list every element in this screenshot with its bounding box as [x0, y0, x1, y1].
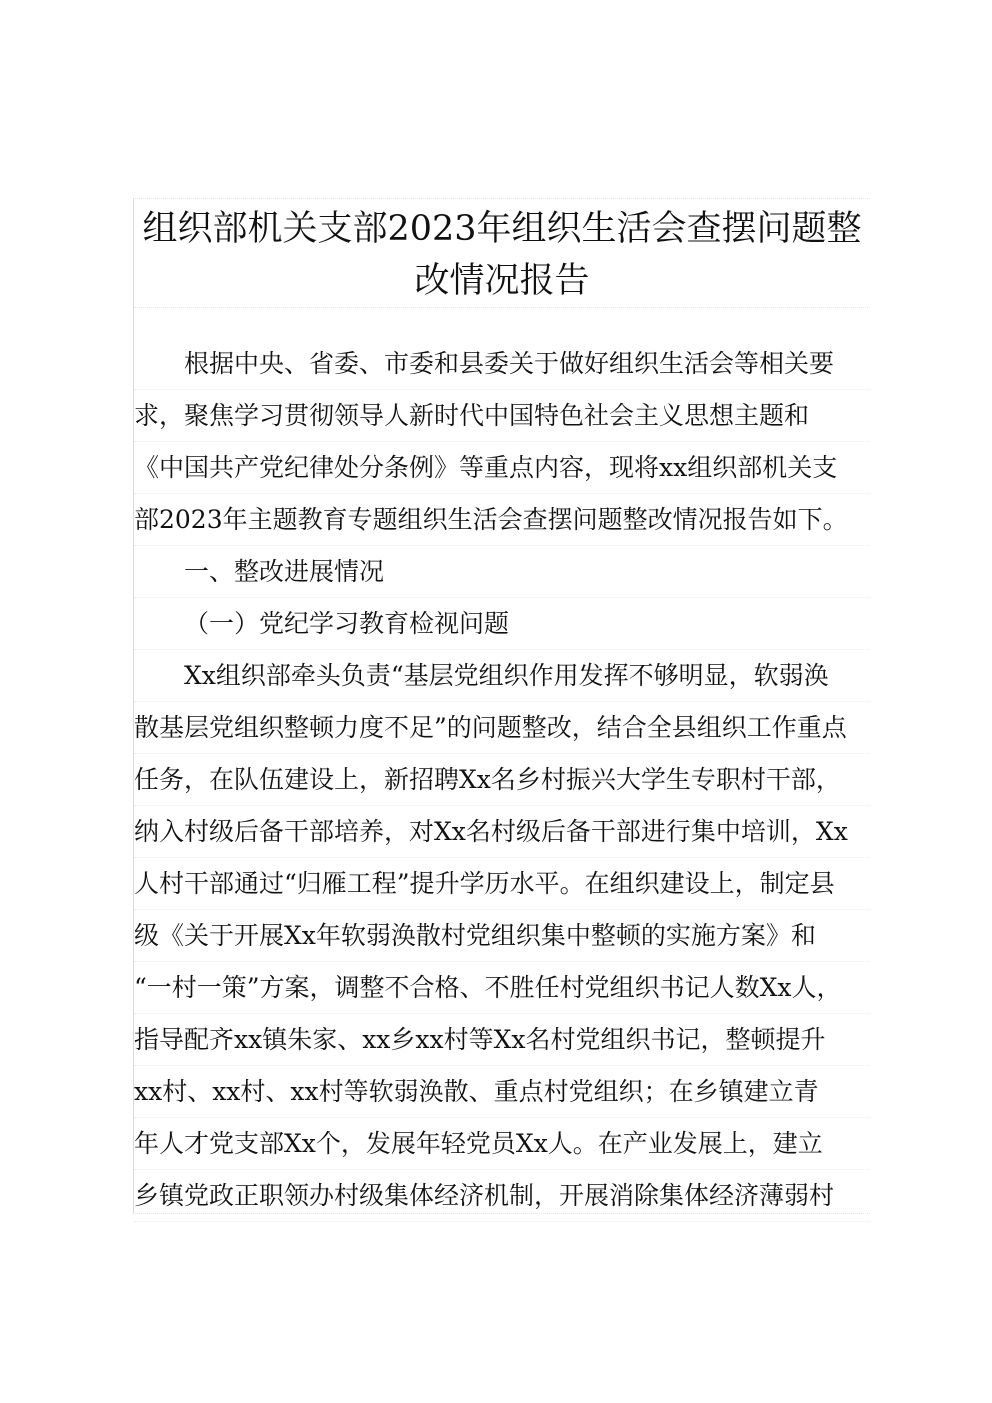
- body-line-6: 级《关于开展Xx年软弱涣散村党组织集中整顿的实施方案》和: [134, 910, 870, 962]
- body-line-5: 人村干部通过“归雁工程”提升学历水平。在组织建设上，制定县: [134, 858, 870, 910]
- body-line-1: Xx组织部牵头负责“基层党组织作用发挥不够明显，软弱涣: [134, 650, 870, 702]
- intro-line-2: 求，聚焦学习贯彻领导人新时代中国特色社会主义思想主题和: [134, 390, 870, 442]
- title-line-1: 组织部机关支部2023年组织生活会查摆问题整: [142, 209, 862, 249]
- title-line-2: 改情况报告: [414, 261, 590, 301]
- body-line-8: 指导配齐xx镇朱家、xx乡xx村等Xx名村党组织书记，整顿提升: [134, 1014, 870, 1066]
- body-line-2: 散基层党组织整顿力度不足”的问题整改，结合全县组织工作重点: [134, 702, 870, 754]
- intro-line-3: 《中国共产党纪律处分条例》等重点内容，现将xx组织部机关支: [134, 442, 870, 494]
- subsection-heading: （一）党纪学习教育检视问题: [134, 598, 870, 650]
- document-body: [134, 338, 870, 1222]
- body-paragraph: [134, 650, 870, 1222]
- section-heading: 一、整改进展情况: [134, 546, 870, 598]
- body-line-4: 纳入村级后备干部培养，对Xx名村级后备干部进行集中培训，Xx: [134, 806, 870, 858]
- body-line-3: 任务，在队伍建设上，新招聘Xx名乡村振兴大学生专职村干部，: [134, 754, 870, 806]
- intro-line-4: 部2023年主题教育专题组织生活会查摆问题整改情况报告如下。: [134, 494, 870, 546]
- document-page: [133, 198, 870, 1214]
- body-line-7: “一村一策”方案，调整不合格、不胜任村党组织书记人数Xx人，: [134, 962, 870, 1014]
- document-title: [134, 199, 870, 308]
- intro-line-1: 根据中央、省委、市委和县委关于做好组织生活会等相关要: [134, 338, 870, 390]
- body-line-10: 年人才党支部Xx个，发展年轻党员Xx人。在产业发展上，建立: [134, 1118, 870, 1170]
- body-line-11: 乡镇党政正职领办村级集体经济机制，开展消除集体经济薄弱村: [134, 1170, 870, 1222]
- body-line-9: xx村、xx村、xx村等软弱涣散、重点村党组织；在乡镇建立青: [134, 1066, 870, 1118]
- intro-paragraph: [134, 338, 870, 546]
